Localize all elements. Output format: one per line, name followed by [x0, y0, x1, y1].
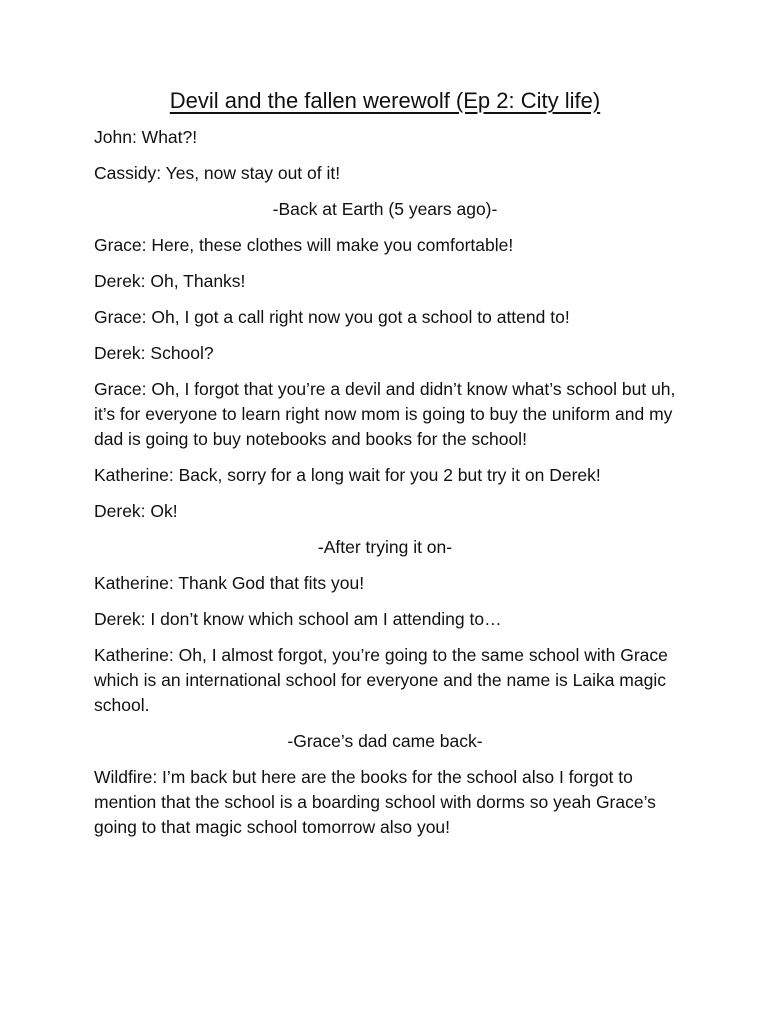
dialogue-line: Katherine: Thank God that fits you!: [94, 573, 365, 593]
dialogue-line: Wildfire: I’m back but here are the books for the school also I forgot to mention that the school is a boarding school with dorms so yeah Grace’s going to that magic school tomorrow also you!: [94, 767, 656, 837]
dialogue-line: John: What?!: [94, 127, 198, 147]
dialogue-line: Katherine: Back, sorry for a long wait for you 2 but try it on Derek!: [94, 465, 601, 485]
dialogue-line: Derek: Ok!: [94, 501, 178, 521]
dialogue-line: Derek: Oh, Thanks!: [94, 271, 246, 291]
dialogue-line: Grace: Oh, I forgot that you’re a devil and didn’t know what’s school but uh, it’s for everyone to learn right now mom is going to buy the uniform and my dad is going to buy notebooks and books for the school!: [94, 379, 676, 449]
dialogue-line: Grace: Oh, I got a call right now you got a school to attend to!: [94, 307, 570, 327]
dialogue-line: Grace: Here, these clothes will make you comfortable!: [94, 235, 514, 255]
scene-break: -After trying it on-: [317, 537, 453, 557]
dialogue-line: Derek: School?: [94, 343, 214, 363]
document-title: Devil and the fallen werewolf (Ep 2: City life): [169, 88, 601, 113]
dialogue-line: Katherine: Oh, I almost forgot, you’re going to the same school with Grace which is an international school for everyone and the name is Laika magic school.: [94, 645, 668, 715]
dialogue-line: Derek: I don’t know which school am I attending to…: [94, 609, 502, 629]
scene-break: -Back at Earth (5 years ago)-: [272, 199, 498, 219]
scene-break: -Grace’s dad came back-: [287, 731, 483, 751]
dialogue-line: Cassidy: Yes, now stay out of it!: [94, 163, 341, 183]
